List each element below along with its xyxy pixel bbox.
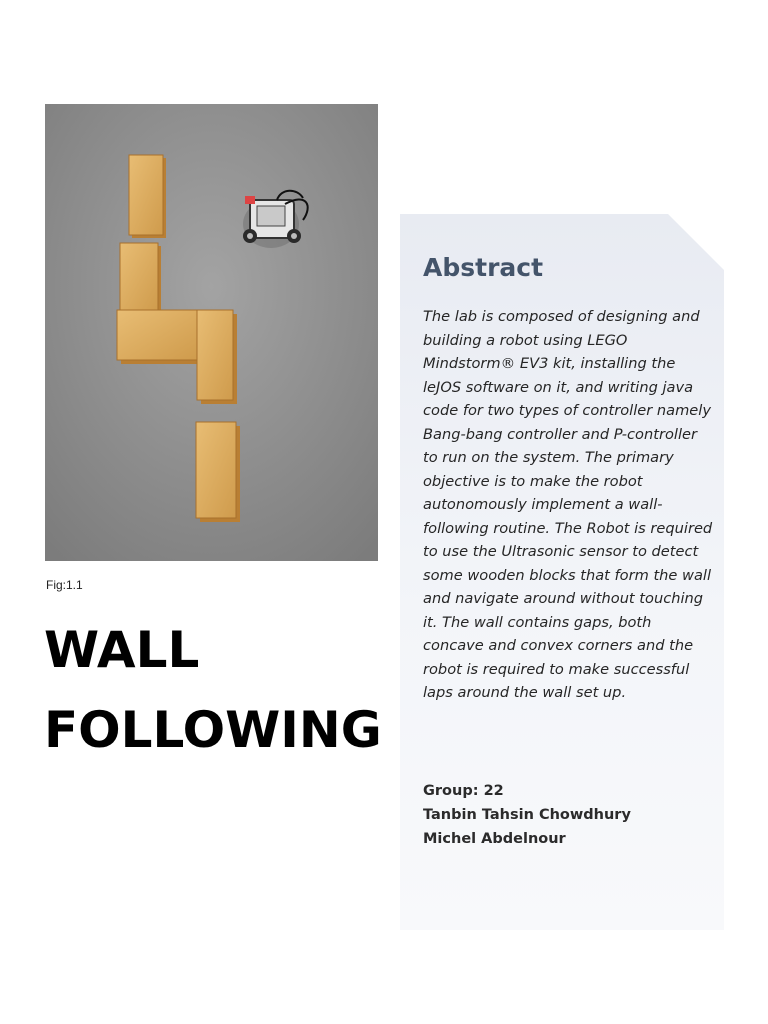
title-line-2: FOLLOWING	[44, 701, 382, 759]
wooden-block	[120, 243, 161, 314]
robot-photo	[45, 104, 378, 561]
group-number: Group: 22	[423, 783, 504, 799]
author-name: Michel Abdelnour	[423, 831, 566, 847]
group-info	[423, 779, 631, 851]
title-line-1: WALL	[44, 621, 200, 679]
abstract-heading: Abstract	[423, 253, 544, 282]
wooden-block	[197, 310, 237, 404]
wooden-block	[117, 310, 201, 364]
wooden-block	[196, 422, 240, 522]
abstract-body: The lab is composed of designing and building a robot using LEGO Mindstorm® EV3 kit, installing the leJOS software on it, and writing java code for two types of controller namely Bang-bang controller and P-controller to run on the system. The primary objective is to make the robot autonomously implement a wall-following routine. The Robot is required to use the Ultrasonic sensor to detect some wooden blocks that form the wall and navigate around without touching it. The wall contains gaps, both concave and convex corners and the robot is required to make successful laps around the wall set up.	[423, 308, 713, 701]
author-name: Tanbin Tahsin Chowdhury	[423, 807, 631, 823]
ev3-robot	[243, 191, 308, 248]
wooden-block	[129, 155, 166, 238]
figure-caption: Fig:1.1	[46, 578, 83, 592]
document-title	[44, 610, 384, 770]
wall-setup-image	[45, 104, 378, 561]
